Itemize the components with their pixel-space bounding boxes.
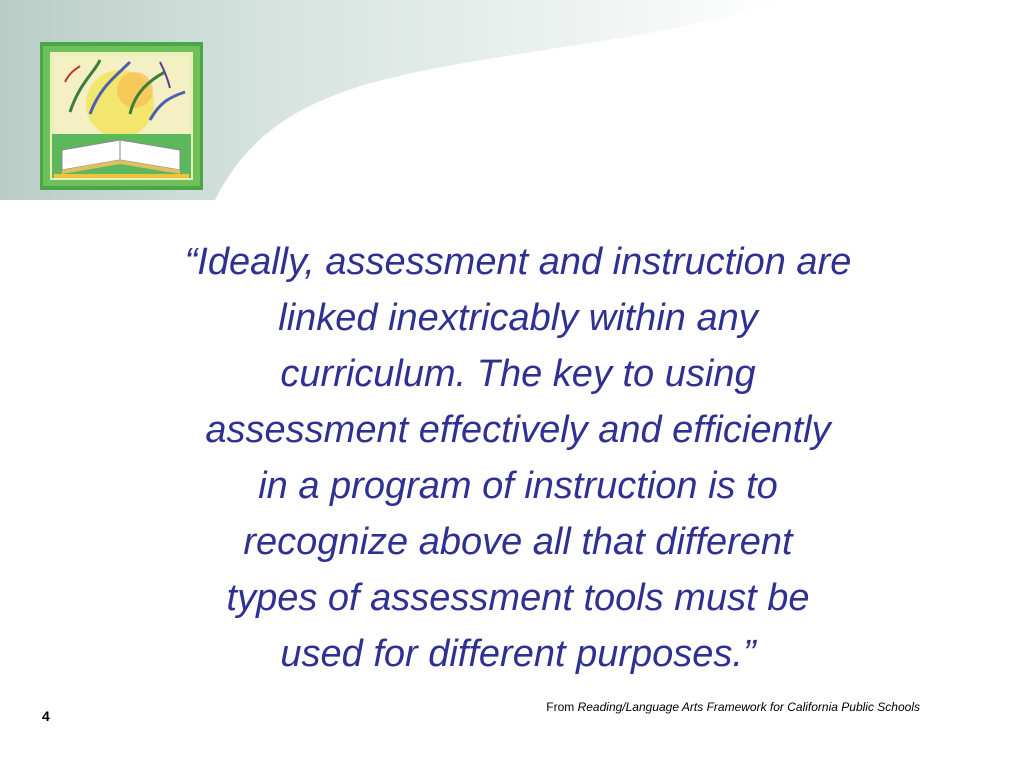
logo-image — [40, 42, 203, 190]
citation-source: Reading/Language Arts Framework for California Public Schools — [577, 700, 920, 714]
quote-line: assessment effectively and efficiently — [205, 409, 831, 451]
quote-line: in a program of instruction is to — [258, 465, 778, 507]
quote-line: curriculum. The key to using — [280, 353, 756, 395]
citation — [420, 700, 920, 714]
quote-text — [110, 234, 926, 682]
slide-number: 4 — [42, 708, 50, 724]
quote-line: “Ideally, assessment and instruction are — [184, 241, 852, 283]
quote-line: recognize above all that different — [243, 521, 793, 563]
quote-line: linked inextricably within any — [278, 297, 758, 339]
citation-prefix: From — [546, 700, 575, 714]
quote-line: types of assessment tools must be — [226, 577, 810, 619]
quote-line: used for different purposes.” — [280, 633, 756, 675]
